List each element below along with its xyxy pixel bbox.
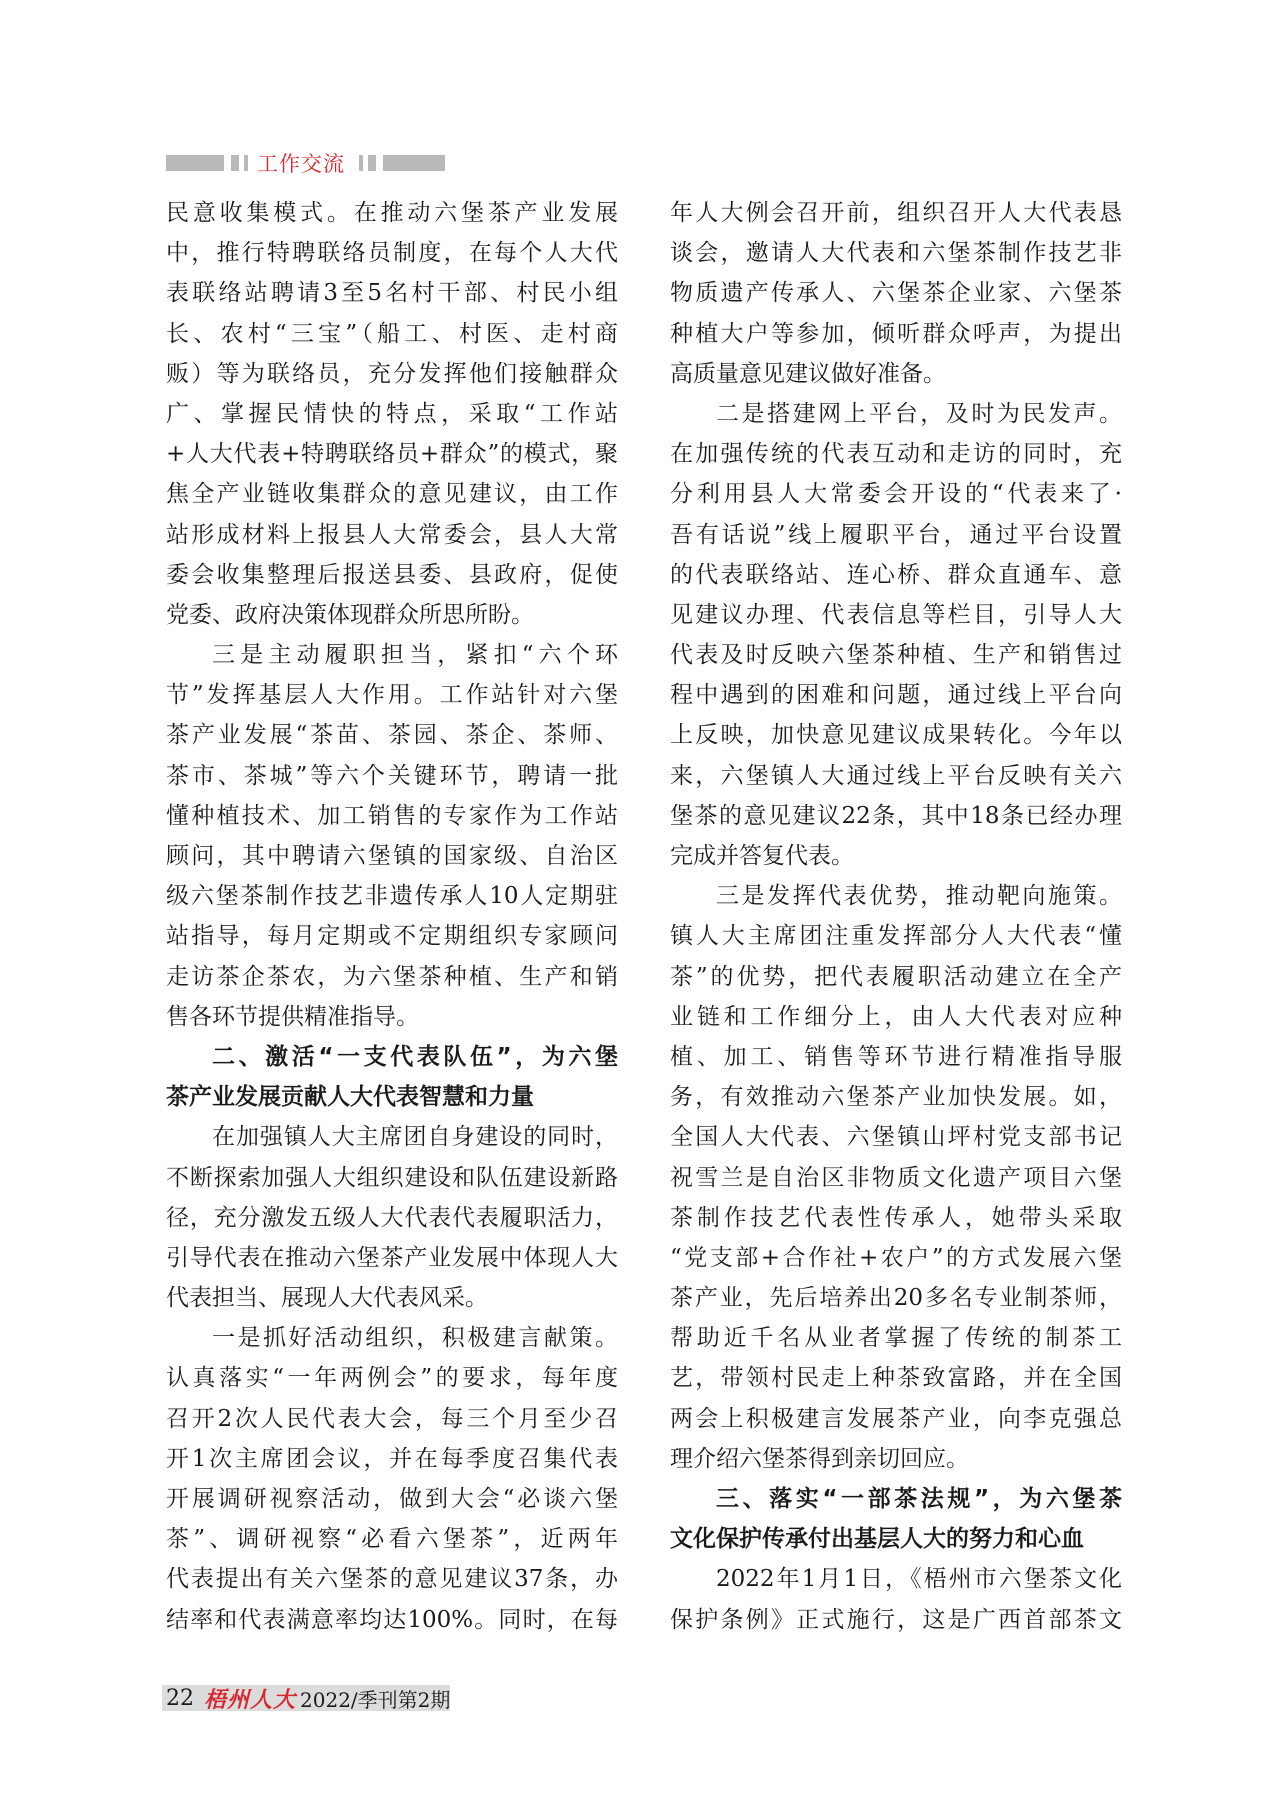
text-line: 径，充分激发五级人大代表代表履职活力， — [166, 1204, 618, 1231]
text-line: 茶市、茶城”等六个关键环节，聘请一批 — [166, 762, 618, 789]
text-line: 见建议办理、代表信息等栏目，引导人大 — [670, 601, 1122, 628]
text-line: 认真落实“一年两例会”的要求，每年度 — [166, 1365, 618, 1392]
paragraph-lead-line: 三是主动履职担当，紧扣“六个环 — [212, 642, 618, 669]
text-line: 广、掌握民情快的特点，采取“工作站 — [166, 400, 618, 427]
page-footer — [166, 1682, 450, 1714]
text-line: 茶产业发展“茶苗、茶园、茶企、茶师、 — [166, 722, 618, 749]
text-line: 祝雪兰是自治区非物质文化遗产项目六堡 — [670, 1164, 1122, 1191]
text-line: 结率和代表满意率均达100%。同时，在每 — [166, 1606, 618, 1633]
text-line: 在加强传统的代表互动和走访的同时，充 — [670, 441, 1122, 468]
text-line: 懂种植技术、加工销售的专家作为工作站 — [166, 802, 618, 829]
text-line: 不断探索加强人大组织建设和队伍建设新路 — [166, 1164, 618, 1191]
section-heading-line: 茶产业发展贡献人大代表智慧和力量 — [166, 1084, 534, 1111]
text-line: 两会上积极建言发展茶产业，向李克强总 — [670, 1405, 1122, 1432]
text-line: 售各环节提供精准指导。 — [166, 1003, 419, 1030]
section-heading-line: 三、落实“一部茶法规”，为六堡茶 — [716, 1486, 1122, 1512]
text-line: 业链和工作细分上，由人大代表对应种 — [670, 1003, 1122, 1030]
section-title: 工作交流 — [257, 152, 345, 176]
text-line: 级六堡茶制作技艺非遗传承人10人定期驻 — [166, 883, 618, 910]
paragraph-lead-line: 在加强镇人大主席团自身建设的同时， — [212, 1124, 618, 1151]
paragraph-lead-line: 三是发挥代表优势，推动靶向施策。 — [716, 883, 1122, 910]
text-line: 吾有话说”线上履职平台，通过平台设置 — [670, 521, 1122, 548]
issue-label: 2022/季刊第2期 — [300, 1687, 451, 1712]
text-line: 代表提出有关六堡茶的意见建议37条，办 — [166, 1566, 618, 1593]
text-line: 顾问，其中聘请六堡镇的国家级、自治区 — [166, 843, 618, 869]
text-line: 堡茶的意见建议22条，其中18条已经办理 — [670, 802, 1122, 829]
section-heading-line: 二、激活“一支代表队伍”，为六堡 — [212, 1043, 618, 1070]
text-line: 节”发挥基层人大作用。工作站针对六堡 — [166, 682, 618, 709]
text-line: 贩）等为联络员，充分发挥他们接触群众 — [166, 360, 618, 387]
section-heading-line: 文化保护传承付出基层人大的努力和心血 — [670, 1526, 1084, 1553]
paragraph-lead-line: 2022年1月1日，《梧州市六堡茶文化 — [716, 1566, 1122, 1593]
paragraph-lead-line: 一是抓好活动组织，积极建言献策。 — [212, 1325, 618, 1352]
text-line: 代表及时反映六堡茶种植、生产和销售过 — [670, 642, 1122, 669]
text-line: 来，六堡镇人大通过线上平台反映有关六 — [670, 762, 1122, 789]
text-line: 完成并答复代表。 — [670, 843, 854, 869]
text-line: 镇人大主席团注重发挥部分人大代表“懂 — [670, 923, 1122, 950]
text-line: 艺，带领村民走上种茶致富路，并在全国 — [670, 1365, 1122, 1392]
text-line: 站指导，每月定期或不定期组织专家顾问 — [166, 923, 618, 950]
header-decor-bar — [383, 155, 445, 171]
text-line: 理介绍六堡茶得到亲切回应。 — [670, 1445, 969, 1472]
text-line: 茶”、调研视察“必看六堡茶”，近两年 — [166, 1526, 618, 1553]
text-line: 全国人大代表、六堡镇山坪村党支部书记 — [670, 1124, 1122, 1151]
text-line: 表联络站聘请3至5名村干部、村民小组 — [166, 280, 618, 307]
text-line: 民意收集模式。在推动六堡茶产业发展 — [166, 200, 618, 226]
text-line: 植、加工、销售等环节进行精准指导服 — [670, 1043, 1122, 1070]
text-line: 站形成材料上报县人大常委会，县人大常 — [166, 521, 618, 548]
right-text-column — [670, 193, 1122, 1640]
header-decor-bar — [231, 155, 239, 171]
text-line: 代表担当、展现人大代表风采。 — [166, 1285, 488, 1312]
text-line: 年人大例会召开前，组织召开人大代表恳 — [670, 200, 1122, 226]
paragraph-lead-line: 二是搭建网上平台，及时为民发声。 — [716, 400, 1122, 427]
text-line: 种植大户等参加，倾听群众呼声，为提出 — [670, 320, 1122, 347]
header-decor-bar — [166, 155, 224, 171]
text-line: 保护条例》正式施行，这是广西首部茶文 — [670, 1606, 1122, 1633]
header-decor-bar — [368, 155, 376, 171]
text-line: 谈会，邀请人大代表和六堡茶制作技艺非 — [670, 240, 1122, 267]
text-line: 召开2次人民代表大会，每三个月至少召 — [166, 1405, 618, 1432]
text-line: 物质遗产传承人、六堡茶企业家、六堡茶 — [670, 280, 1122, 307]
text-line: 焦全产业链收集群众的意见建议，由工作 — [166, 481, 618, 508]
text-line: 开展调研视察活动，做到大会“必谈六堡 — [166, 1486, 618, 1512]
text-line: 的代表联络站、连心桥、群众直通车、意 — [670, 561, 1122, 588]
text-line: “党支部+合作社+农户”的方式发展六堡 — [670, 1244, 1122, 1271]
text-line: 高质量意见建议做好准备。 — [670, 360, 946, 387]
text-line: 引导代表在推动六堡茶产业发展中体现人大 — [166, 1244, 618, 1271]
text-line: 党委、政府决策体现群众所思所盼。 — [166, 601, 534, 628]
text-line: 茶制作技艺代表性传承人，她带头采取 — [670, 1204, 1122, 1231]
text-line: 上反映，加快意见建议成果转化。今年以 — [670, 722, 1122, 749]
header-decor-bar — [244, 155, 248, 171]
text-line: 开1次主席团会议，并在每季度召集代表 — [166, 1445, 618, 1472]
header-decor-bar — [359, 155, 363, 171]
text-line: 帮助近千名从业者掌握了传统的制茶工 — [670, 1325, 1122, 1352]
text-line: 委会收集整理后报送县委、县政府，促使 — [166, 561, 618, 588]
magazine-name: 梧州人大 — [204, 1686, 297, 1713]
page-number: 22 — [166, 1685, 194, 1711]
text-line: 程中遇到的困难和问题，通过线上平台向 — [670, 682, 1122, 709]
section-header — [166, 150, 445, 176]
text-line: 中，推行特聘联络员制度，在每个人大代 — [166, 240, 618, 267]
text-line: 茶”的优势，把代表履职活动建立在全产 — [670, 963, 1122, 990]
text-line: 长、农村“三宝”（船工、村医、走村商 — [166, 320, 618, 347]
text-line: 走访茶企茶农，为六堡茶种植、生产和销 — [166, 963, 618, 990]
text-line: +人大代表+特聘联络员+群众”的模式，聚 — [166, 441, 618, 468]
left-text-column — [166, 193, 618, 1640]
text-line: 务，有效推动六堡茶产业加快发展。如， — [670, 1084, 1122, 1111]
text-line: 茶产业，先后培养出20多名专业制茶师， — [670, 1285, 1122, 1312]
text-line: 分利用县人大常委会开设的“代表来了· — [670, 481, 1122, 508]
